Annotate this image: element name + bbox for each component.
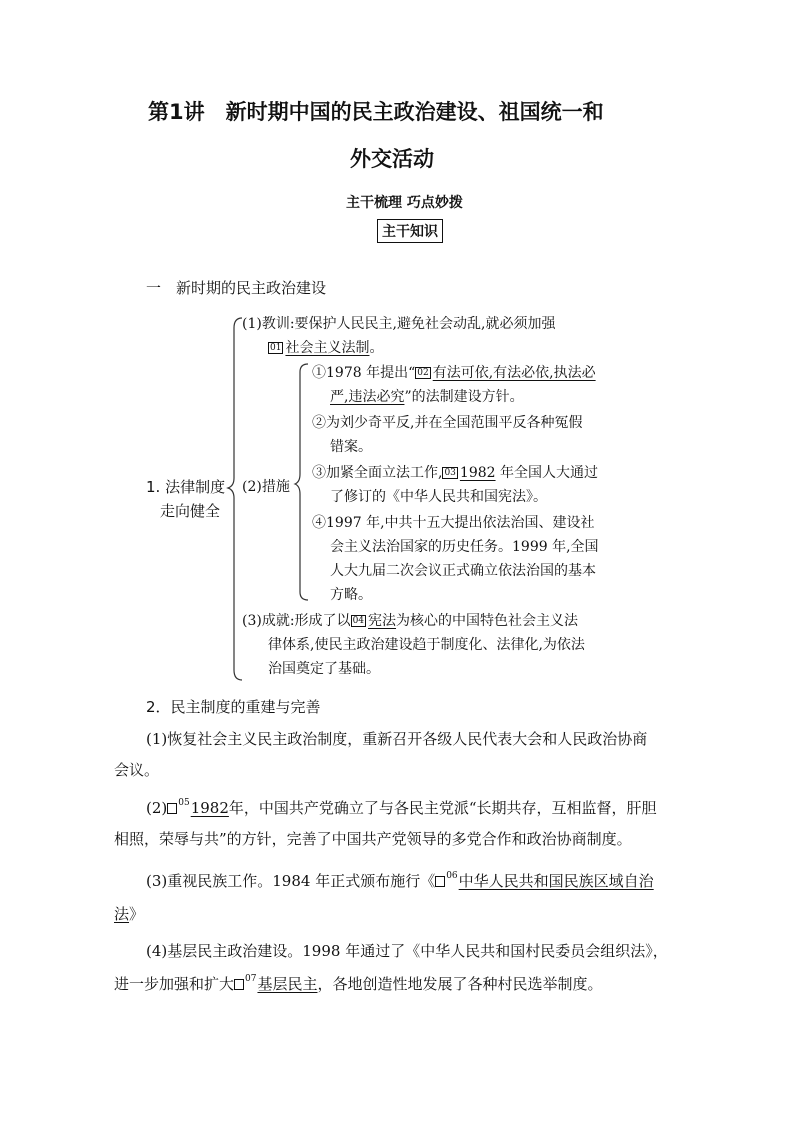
answer-blank: 宪法 (368, 613, 397, 629)
text: 年，中国共产党确立了与各民主党派“长期共存，互相监督，肝胆 (228, 799, 657, 817)
answer-blank: 1982 (190, 799, 229, 817)
paragraph-2-line-2: 相照，荣辱与共”的方针，完善了中国共产党领导的多党合作和政治协商制度。 (114, 830, 632, 848)
paragraph-2-line-1 (146, 797, 657, 818)
blank-marker: 04 (352, 616, 365, 626)
lesson-line-1: (1)教训:要保护人民民主,避免社会动乱,就必须加强 (242, 316, 556, 332)
section-box: 主干知识 (377, 219, 443, 243)
achievement-line-1 (242, 610, 578, 630)
measures-brace (295, 364, 308, 600)
text: 。 (369, 340, 384, 356)
measure-4-line-3: 人大九届二次会议正式确立依法治国的基本 (330, 563, 596, 579)
achievement-line-2: 律体系,使民主政治建设趋于制度化、法律化,为依法 (268, 637, 585, 653)
text: ”的法制建设方针。 (404, 389, 524, 405)
root-label-line-1: 1. 法律制度 (146, 478, 226, 496)
text: (3)成就:形成了以 (242, 613, 351, 629)
blank-marker: 07 (245, 974, 257, 984)
root-label-line-2: 走向健全 (160, 502, 221, 520)
measures-label: (2)措施 (242, 479, 290, 495)
measure-1-line-2 (330, 386, 524, 406)
paragraph-1-line-1: (1)恢复社会主义民主政治制度，重新召开各级人民代表大会和人民政治协商 (146, 730, 648, 748)
page-title: 第1讲 新时期中国的民主政治建设、祖国统一和 (148, 100, 604, 124)
measure-2-line-1: ②为刘少奇平反,并在全国范围平反各种冤假 (312, 415, 583, 431)
achievement-line-3: 治国奠定了基础。 (268, 661, 380, 677)
section-2-heading: 2．民主制度的重建与完善 (146, 698, 321, 716)
text: (2) (146, 799, 168, 817)
paragraph-1-line-2: 会议。 (114, 761, 160, 779)
blank-marker: 06 (446, 871, 458, 881)
answer-blank: 有法可依,有法必依,执法必 (432, 365, 596, 381)
blank-box-icon (167, 803, 177, 814)
text: ①1978 年提出“ (312, 365, 416, 381)
measure-4-line-1: ④1997 年,中共十五大提出依法治国、建设社 (312, 515, 595, 531)
measure-3-line-1 (312, 462, 598, 482)
text: 》 (129, 905, 145, 923)
text: 年全国人大通过 (495, 465, 598, 481)
paragraph-3-line-2 (114, 903, 144, 924)
blank-box-icon (234, 979, 244, 990)
measure-2-line-2: 错案。 (330, 439, 372, 455)
measure-3-line-2: 了修订的《中华人民共和国宪法》。 (330, 489, 547, 505)
page-title-line-2: 外交活动 (350, 147, 434, 171)
blank-marker: 05 (178, 798, 190, 808)
blank-marker: 01 (270, 343, 282, 353)
blank-marker: 03 (444, 468, 456, 478)
main-brace (228, 318, 242, 680)
answer-blank: 社会主义法制 (285, 340, 370, 356)
blank-box-icon (435, 876, 445, 887)
text: (3)重视民族工作。1984 年正式颁布施行《 (146, 872, 436, 890)
text: 进一步加强和扩大 (114, 975, 235, 993)
subtitle: 主干梳理 巧点妙拨 (346, 195, 463, 211)
answer-blank: 严,违法必究 (330, 389, 405, 405)
text: ，各地创造性地发展了各种村民选举制度。 (317, 975, 603, 993)
paragraph-4-line-1: (4)基层民主政治建设。1998 年通过了《中华人民共和国村民委员会组织法》， (146, 942, 668, 960)
text: ③加紧全面立法工作, (312, 465, 443, 481)
heading-1: 一 新时期的民主政治建设 (146, 279, 327, 297)
answer-blank: 法 (114, 905, 130, 923)
text: 为核心的中国特色社会主义法 (396, 613, 579, 629)
paragraph-3-line-1 (146, 870, 654, 891)
answer-blank: 基层民主 (257, 975, 318, 993)
answer-blank: 1982 (459, 465, 496, 481)
answer-blank: 中华人民共和国民族区域自治 (458, 872, 654, 890)
blank-marker: 02 (417, 368, 429, 378)
measure-4-line-2: 会主义法治国家的历史任务。1999 年,全国 (330, 539, 599, 555)
measure-4-line-4: 方略。 (330, 587, 372, 603)
lesson-line-2 (268, 337, 383, 357)
measure-1-line-1 (312, 362, 596, 382)
paragraph-4-line-2 (114, 973, 603, 994)
